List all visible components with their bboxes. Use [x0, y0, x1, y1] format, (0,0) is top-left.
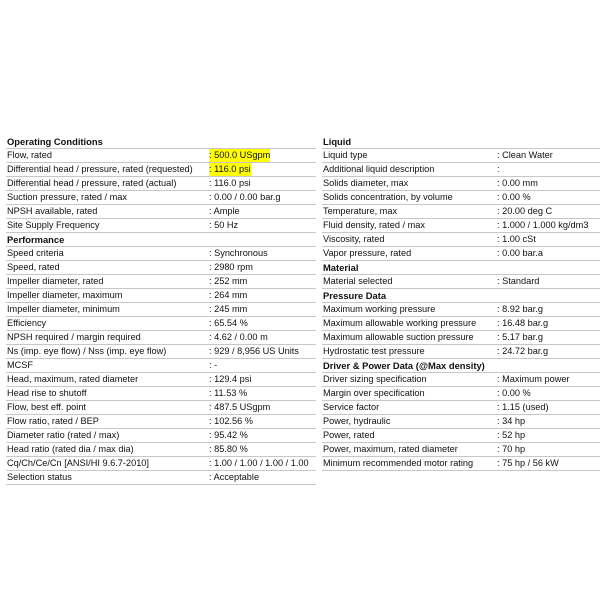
data-row [6, 345, 316, 359]
row-label: Site Supply Frequency [7, 220, 100, 230]
data-row [6, 219, 316, 233]
row-value: : 4.62 / 0.00 m [209, 332, 268, 342]
section-heading-material: Material [322, 261, 600, 275]
data-row [6, 303, 316, 317]
row-label: Liquid type [323, 150, 368, 160]
row-label: Ns (imp. eye flow) / Nss (imp. eye flow) [7, 346, 167, 356]
row-label: Material selected [323, 276, 393, 286]
row-label: Efficiency [7, 318, 47, 328]
row-label: Flow, best eff. point [7, 402, 86, 412]
data-row [322, 415, 600, 429]
data-row [322, 247, 600, 261]
row-label: Driver sizing specification [323, 374, 427, 384]
data-row [6, 373, 316, 387]
row-label: Vapor pressure, rated [323, 248, 412, 258]
data-row [6, 191, 316, 205]
data-row [6, 289, 316, 303]
row-label: Selection status [7, 472, 72, 482]
row-label: Maximum allowable working pressure [323, 318, 477, 328]
row-value-highlighted: : 116.0 psi [209, 164, 251, 174]
data-row [322, 345, 600, 359]
data-row [322, 275, 600, 289]
material-rows [322, 275, 600, 289]
data-row [6, 317, 316, 331]
data-row [322, 401, 600, 415]
row-value: : 24.72 bar.g [497, 346, 549, 356]
row-value: : 5.17 bar.g [497, 332, 543, 342]
row-value: : 8.92 bar.g [497, 304, 543, 314]
row-value: : 1.15 (used) [497, 402, 549, 412]
row-label: Minimum recommended motor rating [323, 458, 474, 468]
row-label: MCSF [7, 360, 34, 370]
row-value: : Synchronous [209, 248, 268, 258]
section-heading-pressure-data: Pressure Data [322, 289, 600, 303]
data-row [322, 303, 600, 317]
row-label: Flow ratio, rated / BEP [7, 416, 99, 426]
row-label: Speed criteria [7, 248, 64, 258]
row-value: : 16.48 bar.g [497, 318, 549, 328]
row-label: Impeller diameter, minimum [7, 304, 120, 314]
row-value: : 1.00 cSt [497, 234, 536, 244]
row-label: Solids concentration, by volume [323, 192, 453, 202]
row-label: Flow, rated [7, 150, 52, 160]
row-value: : 102.56 % [209, 416, 253, 426]
row-value: : 252 mm [209, 276, 248, 286]
data-row [322, 331, 600, 345]
data-row [6, 205, 316, 219]
row-value: : Clean Water [497, 150, 553, 160]
row-label: NPSH available, rated [7, 206, 98, 216]
row-label: Head rise to shutoff [7, 388, 87, 398]
row-value: : Acceptable [209, 472, 260, 482]
row-label: Temperature, max [323, 206, 398, 216]
data-row [6, 359, 316, 373]
data-row [322, 191, 600, 205]
row-label: Fluid density, rated / max [323, 220, 425, 230]
row-label: NPSH required / margin required [7, 332, 141, 342]
data-row [322, 317, 600, 331]
row-label: Impeller diameter, maximum [7, 290, 123, 300]
data-row [322, 177, 600, 191]
row-value: : 85.80 % [209, 444, 248, 454]
row-value: : 0.00 bar.a [497, 248, 543, 258]
row-value: : Ample [209, 206, 240, 216]
row-value: : 129.4 psi [209, 374, 252, 384]
pressure-data-rows [322, 303, 600, 359]
data-row [6, 247, 316, 261]
data-row [322, 443, 600, 457]
row-value: : 0.00 / 0.00 bar.g [209, 192, 281, 202]
row-label: Differential head / pressure, rated (actual) [7, 178, 177, 188]
row-label: Cq/Ch/Ce/Cn [ANSI/HI 9.6.7-2010] [7, 458, 149, 468]
row-value: : 75 hp / 56 kW [497, 458, 559, 468]
row-value-highlighted: : 500.0 USgpm [209, 150, 271, 160]
row-value: : Maximum power [497, 374, 570, 384]
section-heading-driver-power: Driver & Power Data (@Max density) [322, 359, 600, 373]
row-label: Head, maximum, rated diameter [7, 374, 139, 384]
data-row [6, 331, 316, 345]
row-value: : 264 mm [209, 290, 248, 300]
operating-conditions-rows [6, 149, 316, 233]
row-value: : 52 hp [497, 430, 526, 440]
row-label: Speed, rated [7, 262, 60, 272]
data-row [322, 219, 600, 233]
data-row [6, 401, 316, 415]
row-label: Suction pressure, rated / max [7, 192, 128, 202]
row-value: : 2980 rpm [209, 262, 253, 272]
row-label: Service factor [323, 402, 380, 412]
row-value: : - [209, 360, 218, 370]
left-column [6, 135, 316, 485]
data-row [6, 163, 316, 177]
row-value: : 65.54 % [209, 318, 248, 328]
data-row [6, 415, 316, 429]
data-row [6, 149, 316, 163]
row-label: Additional liquid description [323, 164, 435, 174]
data-row [322, 233, 600, 247]
row-value: : 487.5 USgpm [209, 402, 271, 412]
row-value: : 34 hp [497, 416, 526, 426]
data-row [6, 177, 316, 191]
section-heading-operating-conditions: Operating Conditions [6, 135, 316, 149]
data-row [322, 205, 600, 219]
data-row [322, 163, 600, 177]
row-value: : 70 hp [497, 444, 526, 454]
row-label: Viscosity, rated [323, 234, 385, 244]
row-value: : [497, 164, 500, 174]
row-value: : 95.42 % [209, 430, 248, 440]
data-row [322, 149, 600, 163]
data-row [322, 387, 600, 401]
row-value: : 11.53 % [209, 388, 248, 398]
row-value: : 929 / 8,956 US Units [209, 346, 299, 356]
data-row [322, 429, 600, 443]
row-label: Power, maximum, rated diameter [323, 444, 458, 454]
data-row [6, 261, 316, 275]
row-label: Maximum allowable suction pressure [323, 332, 474, 342]
row-value: : 1.000 / 1.000 kg/dm3 [497, 220, 589, 230]
data-row [6, 471, 316, 485]
row-label: Power, rated [323, 430, 375, 440]
row-value: : 0.00 % [497, 388, 531, 398]
row-value: : 50 Hz [209, 220, 239, 230]
row-label: Diameter ratio (rated / max) [7, 430, 120, 440]
section-heading-performance: Performance [6, 233, 316, 247]
row-value: : 245 mm [209, 304, 248, 314]
row-label: Margin over specification [323, 388, 425, 398]
row-label: Head ratio (rated dia / max dia) [7, 444, 134, 454]
data-row [6, 443, 316, 457]
right-column [322, 135, 600, 471]
row-value: : 1.00 / 1.00 / 1.00 / 1.00 [209, 458, 309, 468]
row-value: : 0.00 % [497, 192, 531, 202]
row-label: Solids diameter, max [323, 178, 409, 188]
row-label: Impeller diameter, rated [7, 276, 104, 286]
performance-rows [6, 247, 316, 485]
data-row [6, 429, 316, 443]
data-row [6, 387, 316, 401]
driver-power-rows [322, 373, 600, 471]
row-label: Power, hydraulic [323, 416, 391, 426]
row-label: Maximum working pressure [323, 304, 436, 314]
data-row [6, 275, 316, 289]
row-value: : 20.00 deg C [497, 206, 553, 216]
data-row [322, 373, 600, 387]
data-row [322, 457, 600, 471]
row-value: : 116.0 psi [209, 178, 251, 188]
row-label: Hydrostatic test pressure [323, 346, 425, 356]
section-heading-liquid: Liquid [322, 135, 600, 149]
liquid-rows [322, 149, 600, 261]
row-value: : Standard [497, 276, 540, 286]
row-value: : 0.00 mm [497, 178, 538, 188]
data-row [6, 457, 316, 471]
row-label: Differential head / pressure, rated (requested) [7, 164, 193, 174]
